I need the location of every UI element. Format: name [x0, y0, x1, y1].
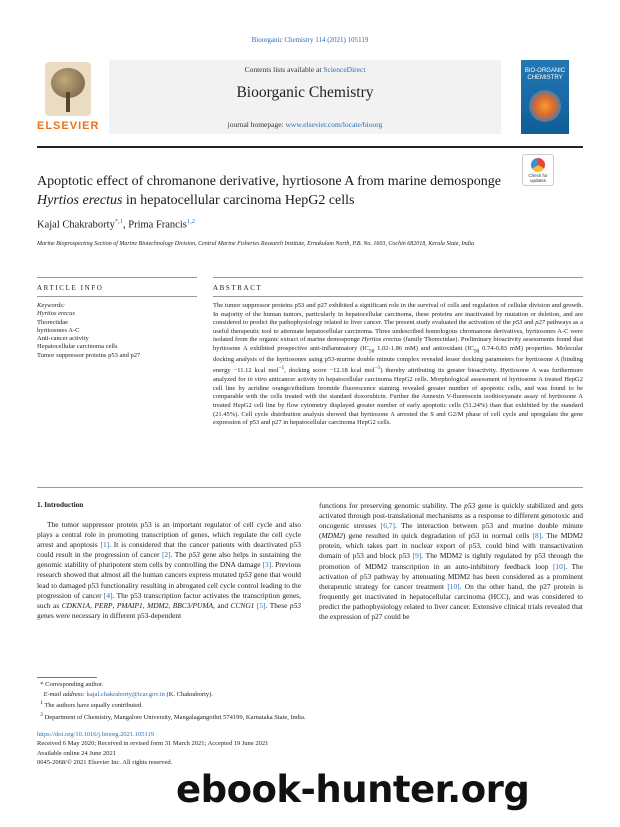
citation-link[interactable]: [3]: [262, 560, 272, 570]
footnotes: [37, 680, 583, 723]
journal-cover-image: [521, 60, 569, 134]
citation-link[interactable]: [4]: [103, 590, 113, 600]
header-divider: [37, 146, 583, 148]
article-metadata: [37, 730, 337, 768]
journal-banner: [109, 60, 501, 134]
keyword: hyrtiosones A-C: [37, 326, 80, 334]
author-footnote-mark[interactable]: *,1: [114, 218, 123, 225]
homepage-link[interactable]: www.elsevier.com/locate/bioorg: [285, 120, 383, 129]
citation-link[interactable]: [6,7]: [380, 521, 395, 531]
footnote: * Corresponding author.: [37, 681, 104, 688]
received-dates: Received 6 May 2020; Received in revised form 31 March 2021; Accepted 19 June 2021: [37, 740, 269, 748]
citation-link[interactable]: [1]: [100, 540, 110, 550]
footnote-divider: [37, 677, 97, 678]
intro-column-right: functions for preserving genomic stability. The p53 gene is quickly stabilized and gets activated through post-translational mechanisms as a response to different genotoxic and oncogenic stresses [6,7]. The interaction between p53 and murine double minute (MDM2) gene resulted in quick degradation of p53 in normal cells [8]. The MDM2 protein, which takes part in nuclear export of p53, could bind with transactivation domain of p53 and block p53 [9]. The MDM2 is tightly regulated by p53 through the promotion of MDM2 transcription in an auto-inhibitory feedback loop [10]. The activation of p53 pathway by attenuating MDM2 has been considered as a prominent therapeutic strategy for cancer treatment [10]. On the other hand, the p27 protein is frequently get inactivated in hepatocellular carcinoma (HCC), and was considered to predict the pathophysiology related to liver cancer. Extensive clinical trials revealed that the expression of p27 could be: [319, 501, 584, 622]
cover-art: [529, 90, 561, 122]
footnote: $^1$ The authors have equally contributed.: [40, 700, 143, 710]
journal-citation[interactable]: Bioorganic Chemistry 114 (2021) 105119: [251, 36, 369, 44]
journal-title: Bioorganic Chemistry: [236, 84, 374, 101]
email-link[interactable]: kajal.chakraborty@icar.gov.in: [86, 690, 165, 698]
keywords-box: [37, 302, 197, 360]
contents-prefix: Contents lists available at: [244, 65, 324, 74]
author-name[interactable]: Kajal Chakraborty: [37, 219, 115, 231]
article-info-rule: [37, 277, 197, 278]
sciencedirect-link[interactable]: ScienceDirect: [323, 65, 366, 74]
footnote-email: E-mail address: kajal.chakraborty@icar.gov.in (K. Chakraborty).: [43, 690, 213, 698]
article-info-heading: ARTICLE INFO: [37, 284, 104, 292]
keyword: Anti-cancer activity: [37, 335, 89, 343]
crossmark-label: Check for updates: [528, 173, 548, 183]
check-for-updates-badge[interactable]: [522, 154, 554, 186]
publisher-name: ELSEVIER: [37, 120, 100, 132]
author-footnote-mark[interactable]: 1,2: [186, 218, 195, 225]
watermark: ebook-hunter.org: [176, 768, 530, 811]
cover-title: BIO-ORGANIC CHEMISTRY: [524, 68, 566, 81]
keyword: Hepatocellular carcinoma cells: [37, 343, 118, 351]
author-name[interactable]: Prima Francis: [128, 219, 187, 231]
keyword: Hyrtios erecus: [37, 310, 75, 318]
keyword: Thorectidae: [37, 318, 69, 326]
affiliation: Marine Bioprospecting Section of Marine Biotechnology Division, Central Marine Fisheries Research Institute, Ernakulam North, P.B. No. 1603, Cochin 682018, Kerala State, India: [37, 241, 475, 247]
citation-link[interactable]: [10]: [552, 561, 566, 571]
citation-link[interactable]: [8]: [532, 531, 542, 541]
intro-column-left: The tumor suppressor protein p53 is an important regulator of cell cycle and also plays a central role in promoting transcription of genes, which regulate the cell cycle arrest and apoptosis [1]. It is considered that the cancer patients with deactivated p53 could result in the progression of cancer [2]. The p53 gene also helps in sustaining the genomic stability of pluripotent stem cells by controlling the DNA damage [3]. Previous research showed that almost all the human cancers express mutated tp53 gene that would lead to damaged p53 functionality resulting in abrogated cell cycle control leading to the progression of cancer [4]. The p53 transcription factor activates the transcription genes, such as CDKN1A, PERP, PMAIP1, MDM2, BBC3/PUMA, and CCNG1 [5]. These p53 genes were necessary in different p53-dependent: [37, 520, 301, 620]
citation-link[interactable]: [10]: [447, 581, 460, 591]
citation-link[interactable]: [5]: [256, 600, 266, 610]
keyword: Tumor suppressor proteins p53 and p27: [37, 351, 141, 359]
elsevier-tree-icon: [45, 62, 91, 116]
abstract-rule: [213, 277, 583, 278]
doi-link[interactable]: https://doi.org/10.1016/j.bioorg.2021.105119: [37, 731, 155, 738]
article-info-subrule: [37, 296, 197, 297]
author-list: Kajal Chakraborty$^{*,1}$, Prima Francis$^{1,2}$: [37, 218, 195, 231]
footnote: $^2$ Department of Chemistry, Mangalore University, Mangalagangothri 574199, Karnataka State, India.: [40, 712, 306, 722]
abstract-bottom-rule: [37, 487, 583, 488]
abstract-subrule: [213, 296, 583, 297]
contents-line: [109, 65, 501, 74]
citation-link[interactable]: [9]: [412, 551, 422, 561]
article-title: Apoptotic effect of chromanone derivative, hyrtiosone A from marine demosponge Hyrtios erectus in hepatocellular carcinoma HepG2 cells: [37, 174, 501, 208]
citation-link[interactable]: [2]: [161, 550, 171, 560]
available-online: Available online 24 June 2021: [37, 749, 116, 757]
homepage-prefix: journal homepage:: [227, 120, 286, 129]
keywords-label: Keywords:: [37, 302, 65, 309]
abstract-heading: ABSTRACT: [213, 284, 263, 292]
crossmark-icon: [531, 158, 545, 172]
homepage-line: [109, 120, 501, 129]
journal-header: [37, 60, 583, 140]
section-heading-introduction: 1. Introduction: [37, 501, 84, 509]
abstract-text: The tumor suppressor proteins p53 and p27 exhibited a significant role in the survival of cells and regulation of cellular division and growth. In majority of the human tumors, particularly in hepatocellular carcinoma, these proteins are inactivated by mutation or deletion, and are considered to predict the pathophysiology related to liver cancer. The present study evaluated the activation of the p53 and p27 pathways as a useful therapeutic tool to attenuate hepatocellular carcinoma. Three undescribed homologous chromanone derivatives, hyrtiosones A-C were isolated from the organic extract of marine demosponge Hyrtios erectus (family Thorectidae). Preliminary bioactivity assessments found that hyrtiosone A exhibited prospective anti-inflammatory ($IC_{50}$ 1.02-1.86 mM) and antioxidant ($IC_{50}$ 0.74-0.83 mM) properties. Molecular docking analysis of the hyrtiosones using p53-murine double minute complex revealed lesser docking parameters for hyrtiosone A (binding energy −11.12 kcal mol$^{-1}$, docking score −12.18 kcal mol$^{-1}$) thereby attributing its greater bioactivity. Hyrtiosone A was furthermore analyzed for in vitro anticancer activity in hepatocellular carcinoma HepG2 cells. Morphological assessment of hyrtiosone A treated HepG2 cell line by acridine orange/ethidium bromide fluorescence staining revealed greater number of apoptotic cells, and was found to be comparable with the cells treated with the standard doxorubicin. Further the Annexin V-fluorescein isothiocyanate assay of hyrtiosone A treated HepG2 cell line by flow cytometry displayed greater number of early apoptotic cells (51.24%) than that exhibited by the standard (21.45%). Cell cycle distribution analysis showed that hyrtiosone A arrested the S and G2/M phase of cell cycle and upregulate the gene expression of p53 and p27 in hepatocellular carcinoma HepG2 cells.: [213, 302, 583, 427]
elsevier-logo[interactable]: [37, 62, 99, 136]
copyright: 0045-2068/© 2021 Elsevier Inc. All rights reserved.: [37, 759, 173, 767]
